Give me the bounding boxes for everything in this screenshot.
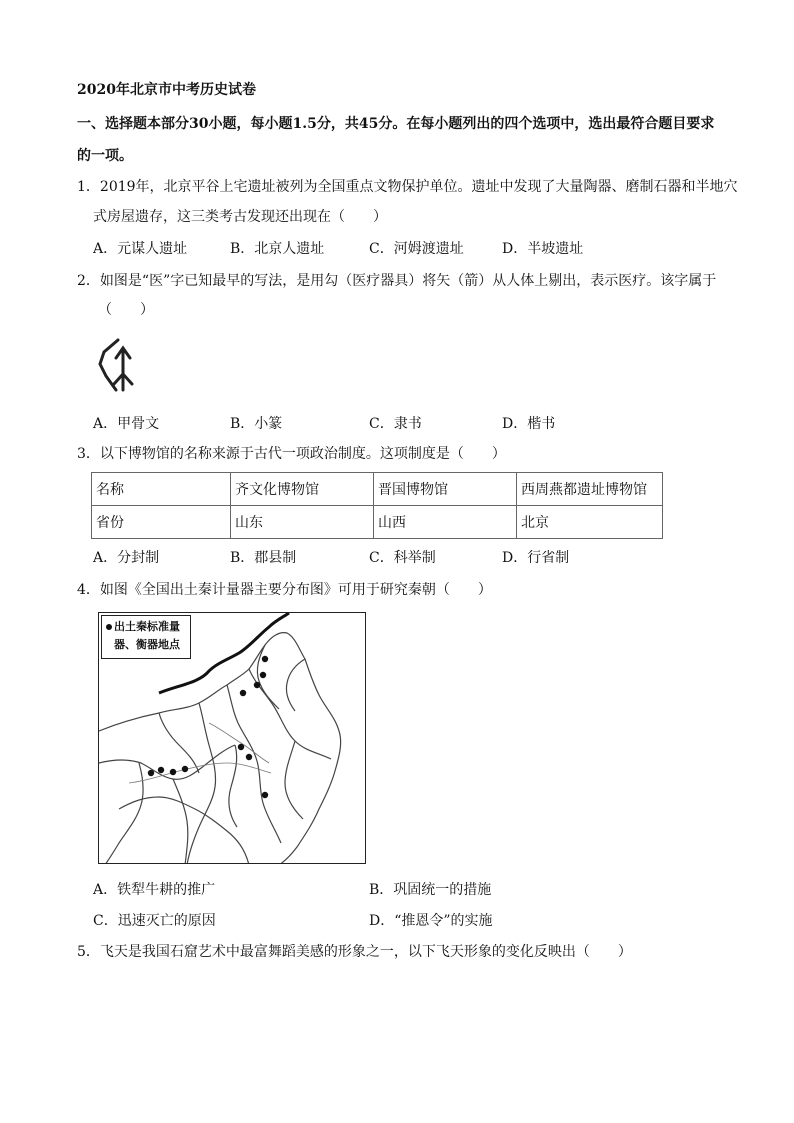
- legend-line2: 器、衡器地点: [114, 638, 180, 651]
- q1-stem-line2: 式房屋遗存，这三类考古发现还出现在（ ）: [93, 209, 387, 225]
- table-cell: 名称: [92, 473, 231, 506]
- section-instruction-line2: 的一项。: [77, 148, 133, 164]
- table-cell: 齐文化博物馆: [231, 473, 374, 506]
- q2-option-d: D．楷书: [502, 416, 556, 432]
- q4-option-d: D．“推恩令”的实施: [369, 913, 493, 929]
- q1-stem-line1: 1．2019年，北京平谷上宅遗址被列为全国重点文物保护单位。遗址中发现了大量陶器、磨制石器和半地穴: [77, 179, 738, 195]
- section-instruction-line1: 一、选择题本部分30小题，每小题1.5分，共45分。在每小题列出的四个选项中，选出最符合题目要求: [77, 116, 715, 132]
- table-cell: 西周燕都遗址博物馆: [517, 473, 663, 506]
- q1-option-b: B．北京人遗址: [230, 241, 325, 257]
- oracle-bone-character-yi-icon: [96, 336, 144, 396]
- q3-stem: 3．以下博物馆的名称来源于古代一项政治制度。这项制度是（ ）: [77, 446, 506, 462]
- q5-stem: 5．飞天是我国石窟艺术中最富舞蹈美感的形象之一，以下飞天形象的变化反映出（ ）: [77, 944, 632, 960]
- q3-option-a: A．分封制: [93, 550, 160, 566]
- table-cell: 山西: [374, 506, 517, 539]
- q4-stem: 4．如图《全国出土秦计量器主要分布图》可用于研究秦朝（ ）: [77, 582, 492, 598]
- q2-option-c: C．隶书: [369, 416, 422, 432]
- table-cell: 北京: [517, 506, 663, 539]
- table-row: [92, 506, 663, 539]
- table-cell: 晋国博物馆: [374, 473, 517, 506]
- q4-option-b: B．巩固统一的措施: [369, 882, 492, 898]
- q3-option-c: C．科举制: [369, 550, 436, 566]
- q2-stem-line2: （ ）: [98, 302, 154, 318]
- q1-option-d: D．半坡遗址: [502, 241, 584, 257]
- museum-table: [91, 472, 663, 539]
- legend-dot-icon: [106, 624, 112, 630]
- map-legend: [101, 615, 191, 659]
- q2-stem-line1: 2．如图是“医”字已知最早的写法，是用勾（医疗器具）将矢（箭）从人体上剔出，表示医疗。该字属于: [77, 273, 717, 289]
- exam-title: 2020年北京市中考历史试卷: [77, 82, 256, 98]
- legend-line1: 出土秦标准量: [114, 620, 180, 633]
- q3-option-b: B．郡县制: [230, 550, 297, 566]
- q2-option-a: A．甲骨文: [93, 416, 160, 432]
- table-cell: 山东: [231, 506, 374, 539]
- q1-option-c: C．河姆渡遗址: [369, 241, 464, 257]
- qin-measures-map: [98, 612, 366, 864]
- q3-option-d: D．行省制: [502, 550, 570, 566]
- q4-option-c: C．迅速灭亡的原因: [93, 913, 216, 929]
- table-cell: 省份: [92, 506, 231, 539]
- q4-option-a: A．铁犁牛耕的推广: [93, 882, 216, 898]
- q1-option-a: A．元谋人遗址: [93, 241, 188, 257]
- table-row: [92, 473, 663, 506]
- q2-option-b: B．小篆: [230, 416, 283, 432]
